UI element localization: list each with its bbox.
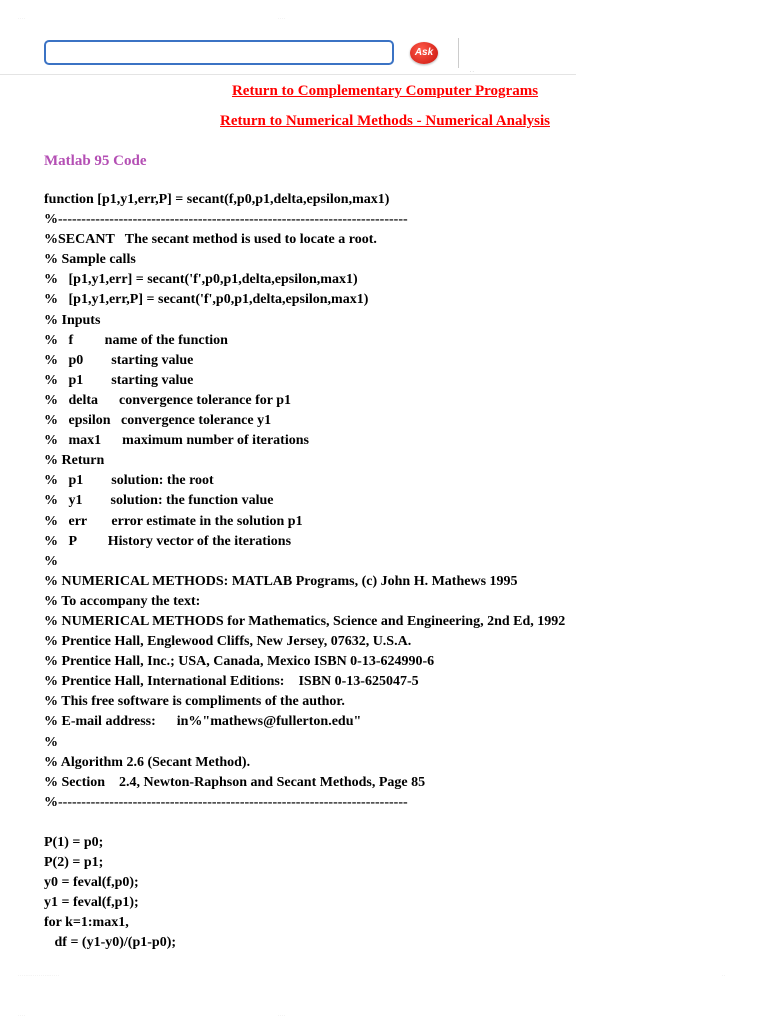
print-header-left: · · · · xyxy=(18,16,25,20)
print-footer-url: · · · · · · · · · · · · · · · · · · · · · · xyxy=(18,973,60,977)
code-line: % p0 starting value xyxy=(44,352,194,368)
ask-search-button[interactable]: Ask xyxy=(410,42,438,64)
code-line: % NUMERICAL METHODS for Mathematics, Science and Engineering, 2nd Ed, 1992 xyxy=(44,613,566,629)
code-line: % delta convergence tolerance for p1 xyxy=(44,392,292,408)
code-line: % NUMERICAL METHODS: MATLAB Programs, (c) John H. Mathews 1995 xyxy=(44,573,518,589)
code-line: % p1 starting value xyxy=(44,372,194,388)
code-line: P(1) = p0; xyxy=(44,835,104,850)
code-line: % Prentice Hall, International Editions: ISBN 0-13-625047-5 xyxy=(44,674,419,690)
code-line: % Return xyxy=(44,453,105,469)
code-line: % f name of the function xyxy=(44,332,228,348)
print-header-title: · · · · xyxy=(278,16,285,20)
code-heading: Matlab 95 Code xyxy=(44,153,147,169)
code-line: % err error estimate in the solution p1 xyxy=(44,513,303,529)
print-footer-page: · · xyxy=(722,973,725,977)
code-line: % Algorithm 2.6 (Secant Method). xyxy=(44,754,251,770)
code-line: % E-mail address: in%"mathews@fullerton.edu" xyxy=(44,714,362,730)
code-line: for k=1:max1, xyxy=(44,915,129,931)
code-line: % P History vector of the iterations xyxy=(44,533,292,549)
code-line: % Prentice Hall, Inc.; USA, Canada, Mexico ISBN 0-13-624990-6 xyxy=(44,654,435,670)
code-block xyxy=(44,190,565,954)
code-line: % y1 solution: the function value xyxy=(44,493,274,509)
code-line: y1 = feval(f,p1); xyxy=(44,895,139,911)
code-line: P(2) = p1; xyxy=(44,855,104,871)
code-line: %--------------------------------------------------------------------------- xyxy=(44,212,408,228)
code-line: function [p1,y1,err,P] = secant(f,p0,p1,delta,epsilon,max1) xyxy=(44,192,390,207)
code-line: % To accompany the text: xyxy=(44,593,201,609)
link-numerical-methods[interactable]: Return to Numerical Methods - Numerical Analysis xyxy=(220,113,550,129)
page-footer-title: · · · · xyxy=(278,1013,285,1017)
code-line: df = (y1-y0)/(p1-p0); xyxy=(44,935,177,951)
code-line: % xyxy=(44,734,58,750)
code-line: % xyxy=(44,553,58,569)
code-line xyxy=(44,813,565,833)
code-line: % p1 solution: the root xyxy=(44,473,214,489)
code-line: % Inputs xyxy=(44,312,101,328)
page-footer-left: · · · · xyxy=(18,1013,25,1017)
link-complementary-programs[interactable]: Return to Complementary Computer Programs xyxy=(231,83,539,99)
code-line: %--------------------------------------------------------------------------- xyxy=(44,794,408,810)
search-toolbar xyxy=(0,30,576,75)
code-line: % Prentice Hall, Englewood Cliffs, New Jersey, 07632, U.S.A. xyxy=(44,634,412,650)
code-line: % epsilon convergence tolerance y1 xyxy=(44,413,272,429)
navigation-links xyxy=(0,82,768,130)
search-input[interactable] xyxy=(44,40,394,65)
toolbar-dots: · · xyxy=(470,69,474,74)
toolbar-divider xyxy=(458,38,459,68)
code-line: % max1 maximum number of iterations xyxy=(44,433,309,449)
code-line: % This free software is compliments of the author. xyxy=(44,694,345,710)
code-line: % [p1,y1,err,P] = secant('f',p0,p1,delta,epsilon,max1) xyxy=(44,292,369,308)
code-line: % Sample calls xyxy=(44,252,136,268)
code-line: % [p1,y1,err] = secant('f',p0,p1,delta,epsilon,max1) xyxy=(44,272,358,288)
code-line: y0 = feval(f,p0); xyxy=(44,875,139,891)
code-line: %SECANT The secant method is used to locate a root. xyxy=(44,232,377,248)
code-line: % Section 2.4, Newton-Raphson and Secant Methods, Page 85 xyxy=(44,774,426,790)
